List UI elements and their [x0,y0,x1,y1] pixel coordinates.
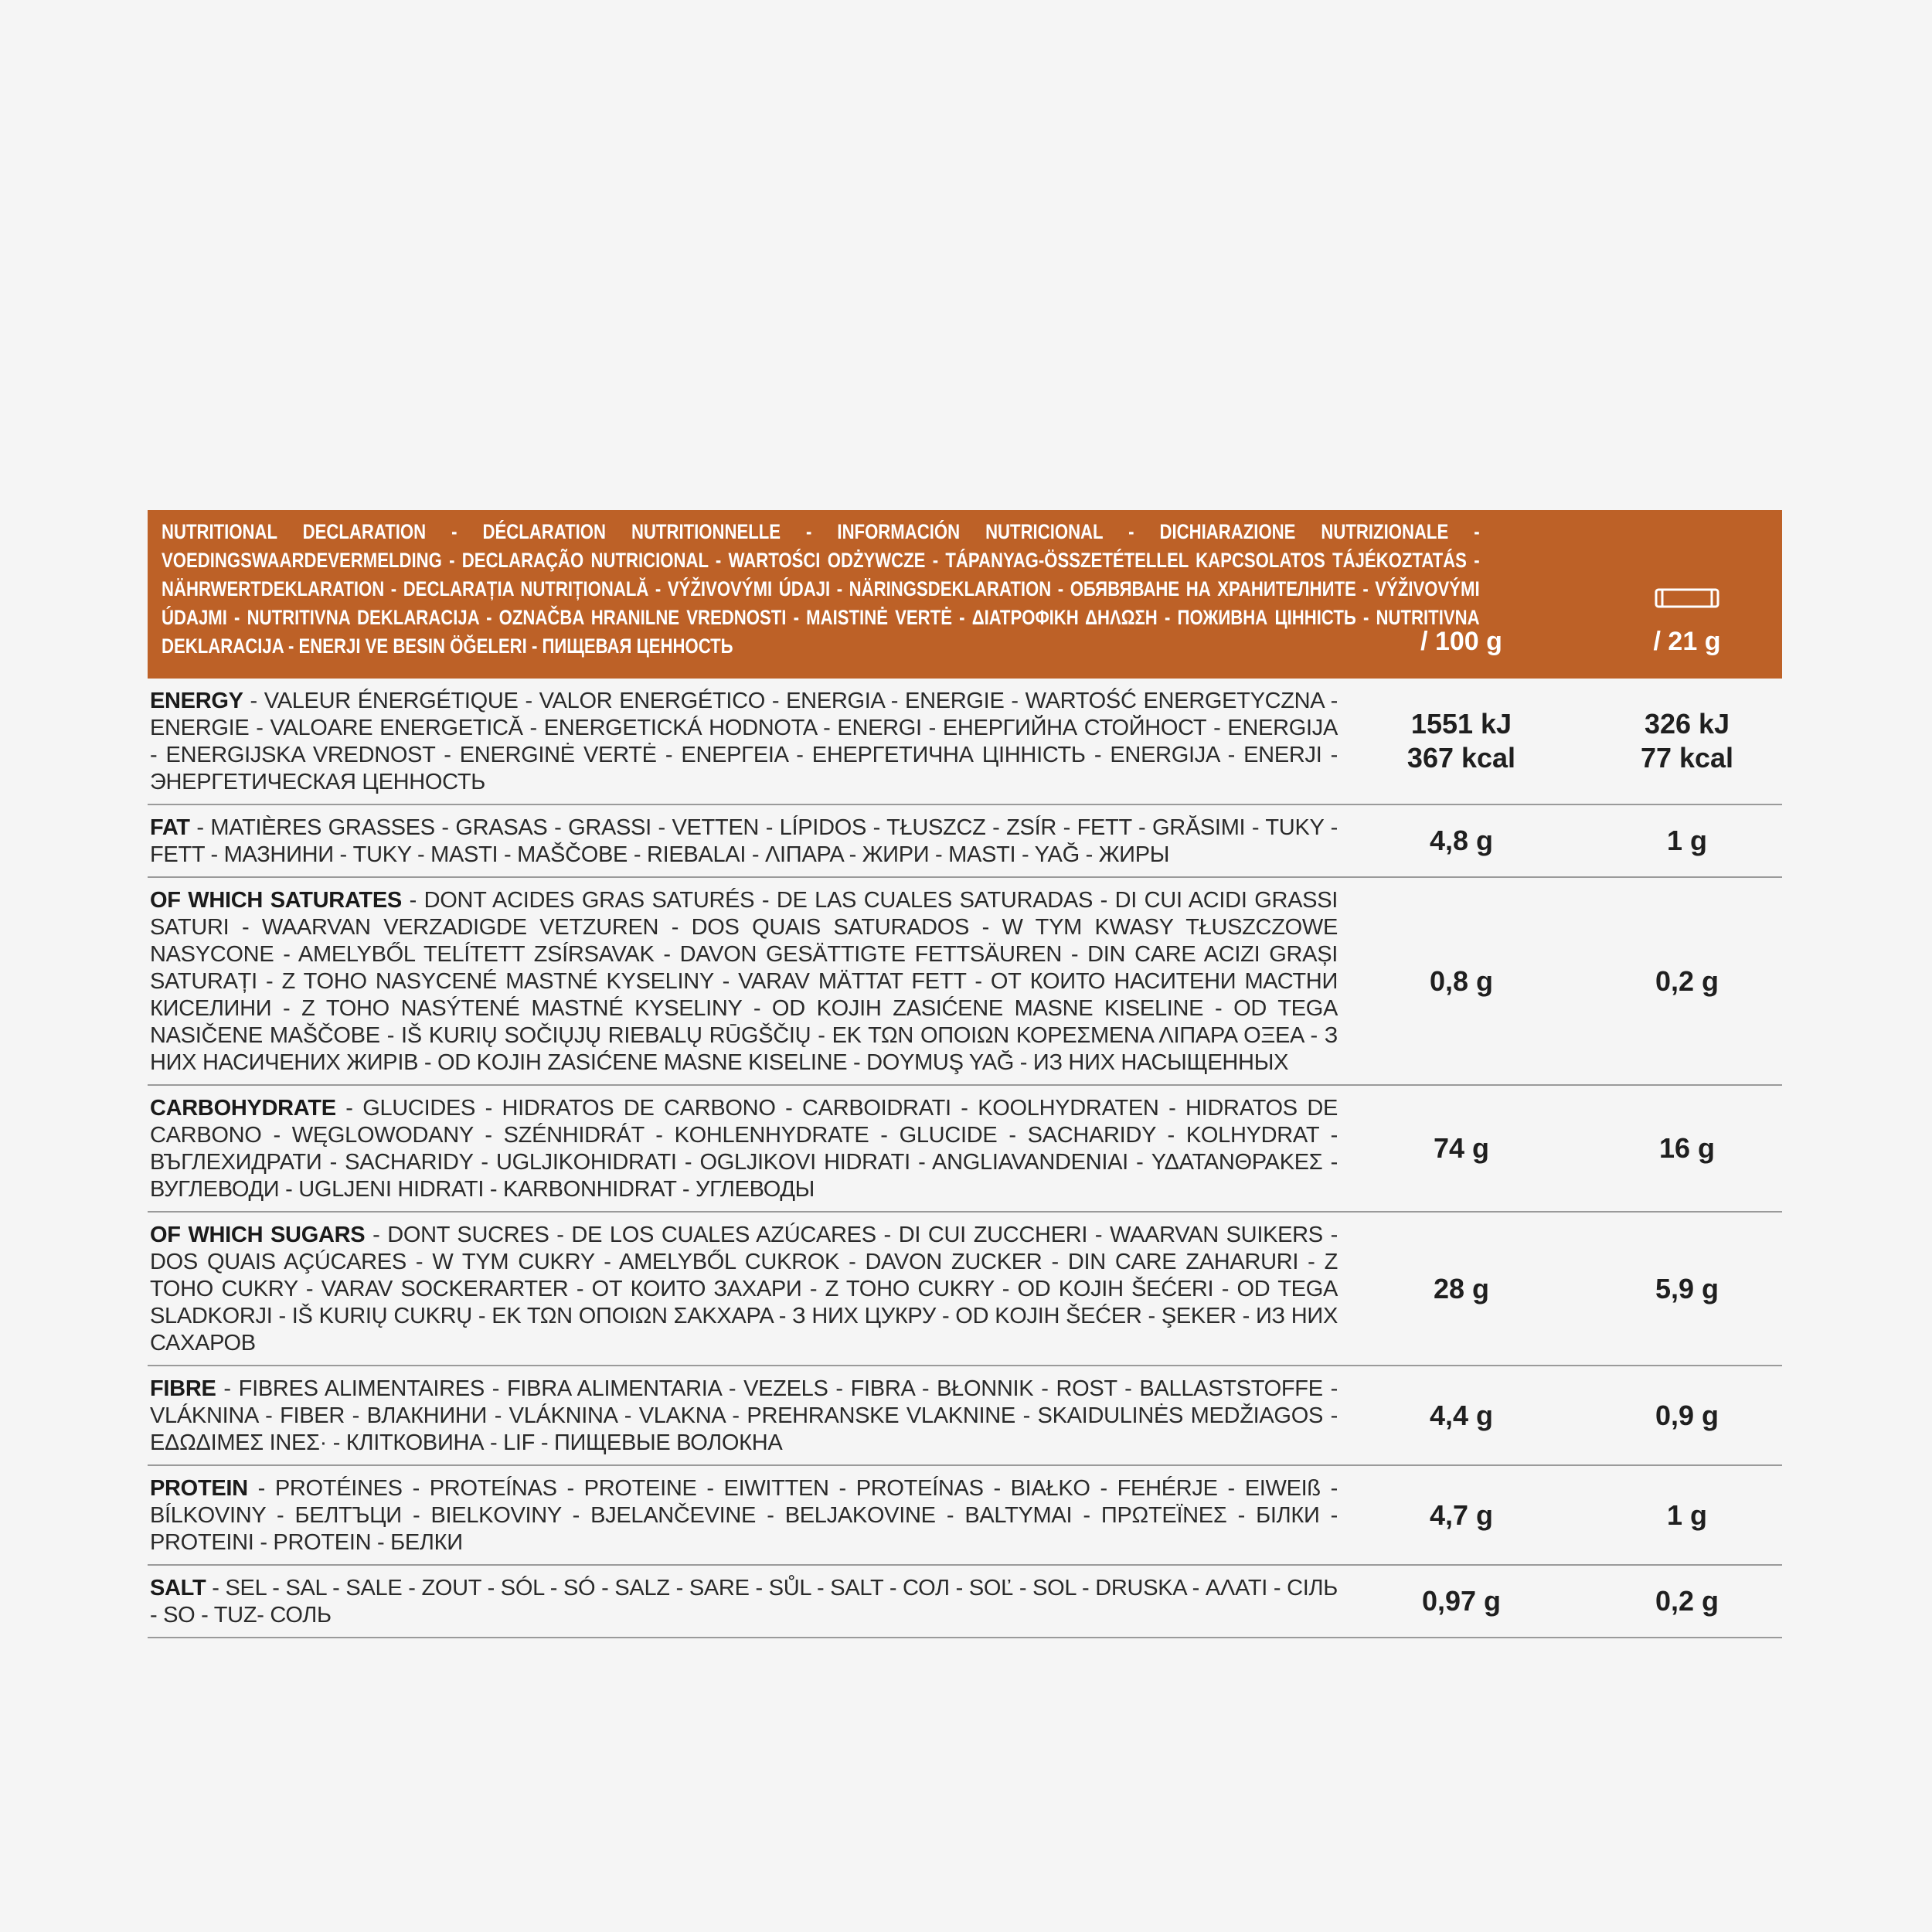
value-line: 28 g [1433,1272,1490,1304]
nutrient-description [148,1566,1338,1637]
value-per-serving [1594,1399,1780,1433]
nutrient-description [148,805,1338,876]
per-serving-header: / 21 g [1653,627,1721,656]
value-per-100g [1369,1272,1554,1306]
nutrient-rows [148,679,1782,1638]
nutrient-description [148,1213,1338,1365]
nutrient-name: FAT [150,815,190,840]
value-per-100g [1369,1399,1554,1433]
nutrition-table [148,510,1782,1638]
table-header [148,510,1782,679]
nutrient-translations: - FIBRES ALIMENTAIRES - FIBRA ALIMENTARIA - VEZELS - FIBRA - BŁONNIK - ROST - BALLASTSTOFFE - VLÁKNINA - FIBER - ВЛАКНИНИ - VLÁKNINA - VLAKNA - PREHRANSKE VLAKNINE - SKAIDULINĖS MEDŽIAGOS - ΕΔΩΔΙΜΕΣ ΙΝΕΣ· - КЛІТКОВИНА - LIF - ПИЩЕВЫЕ ВОЛОКНА [150,1376,1338,1455]
value-per-100g [1369,1584,1554,1618]
nutrient-description [148,1086,1338,1211]
nutrient-name: ENERGY [150,689,243,713]
nutrient-row [148,805,1782,878]
nutrient-name: SALT [150,1576,206,1600]
nutrient-translations: - DONT ACIDES GRAS SATURÉS - DE LAS CUALES SATURADAS - DI CUI ACIDI GRASSI SATURI - WAARVAN VERZADIGDE VETZUREN - DOS QUAIS SATURADOS - W TYM KWASY TŁUSZCZOWE NASYCONE - AMELYBŐL TELÍTETT ZSÍRSAVAK - DAVON GESÄTTIGTE FETTSÄUREN - DIN CARE ACIZI GRAȘI SATURAȚI - Z TOHO NASYCENÉ MASTNÉ KYSELINY - VARAV MÄTTAT FETT - ОТ КОИТО НАСИТЕНИ МАСТНИ КИСЕЛИНИ - Z TOHO NASÝTENÉ MASTNÉ KYSELINY - OD KOJIH ZASIĆENE MASNE KISELINE - OD TEGA NASIČENE MAŠČOBE - IŠ KURIŲ SOČIŲJŲ RIEBALŲ RŪGŠČIŲ - ΕΚ ΤΩΝ ΟΠΟΙΩΝ ΚΟΡΕΣΜΕΝΑ ΛΙΠΑΡΑ ΟΞΕΑ - З НИХ НАСИЧЕНИХ ЖИРІВ - OD KOJIH ZASIĆENE MASNE KISELINE - DOYMUŞ YAĞ - ИЗ НИХ НАСЫЩЕННЫХ [150,888,1338,1075]
value-line: 4,4 g [1429,1399,1494,1431]
nutrient-translations: - DONT SUCRES - DE LOS CUALES AZÚCARES - DI CUI ZUCCHERI - WAARVAN SUIKERS - DOS QUAIS AÇÚCARES - W TYM CUKRY - AMELYBŐL CUKROK - DAVON ZUCKER - DIN CARE ZAHARURI - Z TOHO CUKRY - VARAV SOCKERARTER - ОТ КОИТО ЗАХАРИ - Z TOHO CUKRY - OD KOJIH ŠEĆERI - OD TEGA SLADKORJI - IŠ KURIŲ CUKRŲ - ΕΚ ΤΩΝ ΟΠΟΙΩΝ ΣΑΚΧΑΡΑ - З НИХ ЦУКРУ - OD KOJIH ŠEĆER - ŞEKER - ИЗ НИХ САХАРОВ [150,1223,1338,1355]
value-line: 77 kcal [1640,742,1734,774]
bar-icon [1655,587,1719,609]
nutrient-name: CARBOHYDRATE [150,1096,336,1121]
value-per-100g [1369,964,1554,998]
value-line: 4,7 g [1429,1498,1494,1531]
nutrient-row [148,878,1782,1086]
value-per-serving [1594,1584,1780,1618]
value-per-100g [1369,1131,1554,1165]
nutrient-row [148,1366,1782,1466]
value-per-serving [1594,824,1780,858]
nutrient-description [148,878,1338,1084]
value-line: 0,2 g [1655,964,1719,997]
value-per-serving [1594,707,1780,775]
value-line: 16 g [1658,1132,1716,1164]
nutrient-row [148,1213,1782,1366]
value-per-serving [1594,964,1780,998]
nutrient-description [148,1466,1338,1564]
value-line: 5,9 g [1655,1272,1719,1304]
value-line: 326 kJ [1644,708,1730,740]
nutrient-translations: - MATIÈRES GRASSES - GRASAS - GRASSI - VETTEN - LÍPIDOS - TŁUSZCZ - ZSÍR - FETT - GRĂSIMI - TUKY - FETT - МАЗНИНИ - TUKY - MASTI - MAŠČOBE - RIEBALAI - ΛΙΠΑΡΑ - ЖИРИ - MASTI - YAĞ - ЖИРЫ [150,815,1338,867]
value-line: 1551 kJ [1410,708,1512,740]
nutrient-translations: - PROTÉINES - PROTEÍNAS - PROTEINE - EIWITTEN - PROTEÍNAS - BIAŁKO - FEHÉRJE - EIWEIß - BÍLKOVINY - БЕЛТЪЦИ - BIELKOVINY - BJELANČEVINE - BELJAKOVINE - BALTYMAI - ΠΡΩΤΕΪΝΕΣ - БІЛКИ - PROTEINI - PROTEIN - БЕЛКИ [150,1476,1338,1555]
value-line: 1 g [1666,1498,1707,1531]
value-per-serving [1594,1498,1780,1532]
value-line: 0,9 g [1655,1399,1719,1431]
per-100g-header: / 100 g [1420,627,1502,656]
value-line: 1 g [1666,825,1707,856]
header-title: NUTRITIONAL DECLARATION - DÉCLARATION NUTRITIONNELLE - INFORMACIÓN NUTRICIONAL - DICHIARAZIONE NUTRIZIONALE - VOEDINGSWAARDEVERMELDING - DECLARAÇÃO NUTRICIONAL - WARTOŚCI ODŻYWCZE - TÁPANYAG-ÖSSZETÉTELLEL KAPCSOLATOS TÁJÉKOZTATÁS - NÄHRWERTDEKLARATION - DECLARAȚIA NUTRIȚIONALĂ - VÝŽIVOVÝMI ÚDAJI - NÄRINGSDEKLARATION - ОБЯВЯВАНЕ НА ХРАНИТЕЛНИТЕ - VÝŽIVOVÝMI ÚDAJMI - NUTRITIVNA DEKLARACIJA - OZNAČBA HRANILNE VREDNOSTI - MAISTINĖ VERTĖ - ΔΙΑΤΡΟΦΙΚΗ ΔΗΛΩΣΗ - ПОЖИВНА ЦІННІСТЬ - NUTRITIVNA DEKLARACIJA - ENERJI VE BESIN ÖĞELERI - ПИЩЕВАЯ ЦЕННОСТЬ [162,520,1480,658]
nutrient-translations: - VALEUR ÉNERGÉTIQUE - VALOR ENERGÉTICO - ENERGIA - ENERGIE - WARTOŚĆ ENERGETYCZNA - ENERGIE - VALOARE ENERGETICĂ - ENERGETICKÁ HODNOTA - ENERGI - ЕНЕРГИЙНА СТОЙНОСТ - ENERGIJA - ENERGIJSKA VREDNOST - ENERGINĖ VERTĖ - ΕΝΕΡΓΕΙΑ - ЕНЕРГЕТИЧНА ЦІННІСТЬ - ENERGIJA - ENERJI - ЭНЕРГЕТИЧЕСКАЯ ЦЕННОСТЬ [150,689,1338,794]
nutrient-row [148,1566,1782,1638]
value-line: 4,8 g [1429,825,1494,856]
value-line: 0,97 g [1421,1585,1502,1617]
value-per-serving [1594,1131,1780,1165]
nutrient-description [148,679,1338,804]
nutrient-name: PROTEIN [150,1476,248,1501]
value-line: 74 g [1433,1132,1490,1164]
value-line: 0,8 g [1429,964,1494,997]
value-line: 367 kcal [1406,742,1516,774]
nutrient-row [148,1466,1782,1566]
nutrient-name: FIBRE [150,1376,216,1401]
value-line: 0,2 g [1655,1585,1719,1617]
value-per-100g [1369,707,1554,775]
nutrient-row [148,679,1782,805]
nutrient-name: OF WHICH SATURATES [150,888,402,913]
value-per-100g [1369,824,1554,858]
nutrient-description [148,1366,1338,1464]
value-per-100g [1369,1498,1554,1532]
nutrient-translations: - SEL - SAL - SALE - ZOUT - SÓL - SÓ - SALZ - SARE - SŮL - SALT - СОЛ - SOĽ - SOL - DRUSKA - ΑΛΑΤΙ - СІЛЬ - SO - TUZ- СОЛЬ [150,1576,1338,1628]
nutrient-name: OF WHICH SUGARS [150,1223,366,1247]
nutrient-row [148,1086,1782,1213]
nutrient-translations: - GLUCIDES - HIDRATOS DE CARBONO - CARBOIDRATI - KOOLHYDRATEN - HIDRATOS DE CARBONO - WĘGLOWODANY - SZÉNHIDRÁT - KOHLENHYDRATE - GLUCIDE - SACHARIDY - KOLHYDRAT - ВЪГЛЕХИДРАТИ - SACHARIDY - UGLJIKOHIDRATI - OGLJIKOVI HIDRATI - ANGLIAVANDENIAI - ΥΔΑΤΑΝΘΡΑΚΕΣ - ВУГЛЕВОДИ - UGLJENI HIDRATI - KARBONHIDRAT - УГЛЕВОДЫ [150,1096,1338,1202]
value-per-serving [1594,1272,1780,1306]
